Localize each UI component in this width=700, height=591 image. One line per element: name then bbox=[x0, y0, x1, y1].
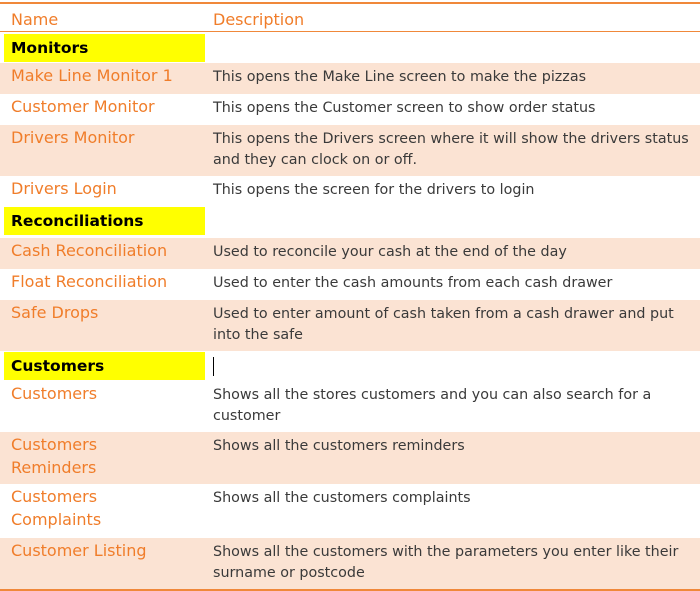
table-row bbox=[0, 94, 700, 125]
table-row bbox=[0, 125, 700, 176]
row-name: Cash Reconciliation bbox=[11, 241, 168, 260]
section-header-monitors bbox=[0, 33, 700, 63]
row-name: Safe Drops bbox=[11, 303, 99, 322]
table-row bbox=[0, 238, 700, 269]
row-name: Make Line Monitor 1 bbox=[11, 66, 173, 85]
row-name: Customer Monitor bbox=[11, 97, 155, 116]
table-row bbox=[0, 63, 700, 94]
row-name: Customers bbox=[11, 384, 98, 403]
section-title-monitors: Monitors bbox=[4, 34, 205, 62]
row-description: Used to enter amount of cash taken from a cash drawer and put into the safe bbox=[213, 306, 674, 343]
row-description: This opens the Make Line screen to make the pizzas bbox=[213, 69, 587, 85]
table-row bbox=[0, 538, 700, 589]
section-header-customers bbox=[0, 351, 700, 381]
row-name: Customers Complaints bbox=[11, 487, 102, 529]
row-description: Used to reconcile your cash at the end of the day bbox=[213, 244, 567, 260]
table-row bbox=[0, 300, 700, 351]
row-name: Float Reconciliation bbox=[11, 272, 168, 291]
table-row bbox=[0, 484, 700, 538]
row-name: Customers Reminders bbox=[11, 435, 98, 477]
row-name: Customer Listing bbox=[11, 541, 147, 560]
header-description: Description bbox=[213, 10, 305, 29]
table-header-row bbox=[0, 2, 700, 32]
header-name: Name bbox=[11, 10, 59, 29]
table-row bbox=[0, 269, 700, 300]
row-description: Used to enter the cash amounts from each cash drawer bbox=[213, 275, 613, 291]
row-description: This opens the screen for the drivers to login bbox=[213, 182, 535, 198]
row-description: Shows all the customers reminders bbox=[213, 438, 465, 454]
table-row bbox=[0, 381, 700, 432]
row-name: Drivers Monitor bbox=[11, 128, 135, 147]
text-cursor bbox=[213, 357, 214, 376]
section-header-reconciliations bbox=[0, 206, 700, 238]
table-row bbox=[0, 176, 700, 206]
row-name: Drivers Login bbox=[11, 179, 117, 198]
row-description: Shows all the customers with the parameters you enter like their surname or postcode bbox=[213, 544, 679, 581]
table-row bbox=[0, 432, 700, 484]
section-title-customers: Customers bbox=[4, 352, 205, 380]
row-description: Shows all the stores customers and you can also search for a customer bbox=[213, 387, 652, 424]
section-title-reconciliations: Reconciliations bbox=[4, 207, 205, 235]
row-description: This opens the Drivers screen where it will show the drivers status and they can clock on or off. bbox=[213, 131, 689, 168]
row-description: Shows all the customers complaints bbox=[213, 490, 471, 506]
row-description: This opens the Customer screen to show order status bbox=[213, 100, 596, 116]
